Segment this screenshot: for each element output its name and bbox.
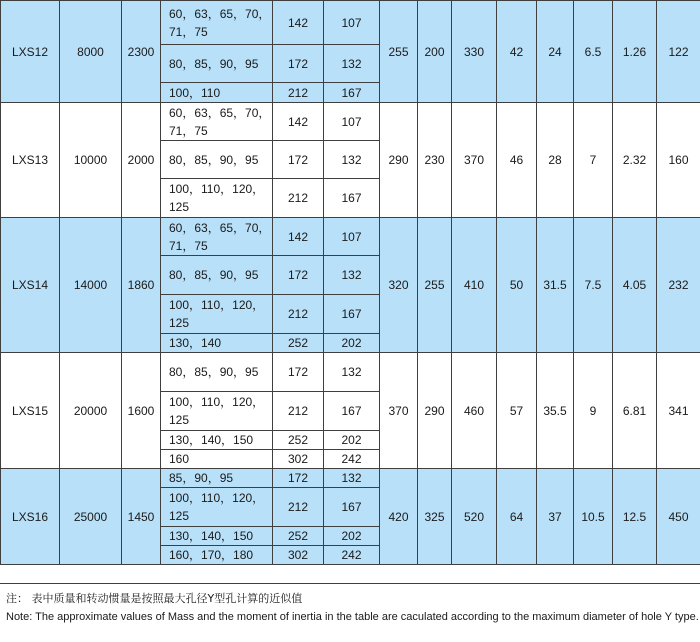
bore-size-cell	[161, 527, 273, 546]
bore-size-cell	[161, 179, 273, 218]
bore-size-line: 125	[169, 316, 190, 330]
diameter-d1-cell: 230	[418, 103, 452, 218]
length-l2-cell: 202	[324, 431, 380, 450]
spec-table-body	[1, 1, 700, 565]
diameter-d2-cell: 460	[452, 353, 497, 469]
bore-size-line: 100，110，120，	[169, 491, 265, 505]
inertia-cell: 2.32	[613, 103, 657, 218]
length-l1-cell: 212	[273, 488, 324, 527]
length-l1-cell: 212	[273, 83, 324, 103]
mass-cell: 232	[657, 218, 700, 353]
bore-size-cell	[161, 45, 273, 83]
bore-size-cell	[161, 353, 273, 392]
length-l1-cell: 252	[273, 431, 324, 450]
width-b-cell: 46	[497, 103, 537, 218]
bore-size-cell	[161, 392, 273, 431]
speed-cell: 2000	[122, 103, 161, 218]
torque-cell: 10000	[60, 103, 122, 218]
length-l2-cell: 132	[324, 141, 380, 179]
speed-cell: 1860	[122, 218, 161, 353]
diameter-d1-cell: 255	[418, 218, 452, 353]
diameter-d1-cell: 290	[418, 353, 452, 469]
model-cell: LXS16	[1, 469, 60, 565]
model-cell: LXS12	[1, 1, 60, 103]
speed-cell: 1600	[122, 353, 161, 469]
length-l1-cell: 142	[273, 218, 324, 256]
diameter-d1-cell: 325	[418, 469, 452, 565]
length-l2-cell: 167	[324, 392, 380, 431]
bore-size-line: 130，140，150	[169, 433, 254, 447]
bore-size-line: 71，75	[169, 238, 208, 253]
bore-size-line: 60，63，65，70，	[169, 220, 271, 235]
bore-size-line: 130，140，150	[169, 529, 254, 543]
length-l1-cell: 142	[273, 1, 324, 45]
gap-c-cell: 7.5	[574, 218, 613, 353]
note-chinese: 注： 表中质量和转动惯量是按照最大孔径Y型孔计算的近似值	[6, 592, 303, 605]
bore-size-cell	[161, 218, 273, 256]
dimension-s-cell: 37	[537, 469, 574, 565]
table-row	[1, 103, 700, 141]
length-l1-cell: 302	[273, 546, 324, 565]
mass-cell: 160	[657, 103, 700, 218]
width-b-cell: 64	[497, 469, 537, 565]
bore-size-cell	[161, 450, 273, 469]
table-row	[1, 469, 700, 488]
gap-c-cell: 10.5	[574, 469, 613, 565]
bore-size-line: 100，110	[169, 85, 221, 100]
length-l1-cell: 212	[273, 179, 324, 218]
model-cell: LXS15	[1, 353, 60, 469]
bore-size-line: 125	[169, 200, 190, 214]
bore-size-line: 85，90，95	[169, 471, 234, 485]
bore-size-cell	[161, 295, 273, 334]
bore-size-cell	[161, 1, 273, 45]
length-l1-cell: 172	[273, 141, 324, 179]
outer-diameter-cell: 420	[380, 469, 418, 565]
table-row	[1, 1, 700, 45]
table-row	[1, 353, 700, 392]
dimension-s-cell: 24	[537, 1, 574, 103]
length-l2-cell: 242	[324, 546, 380, 565]
bore-size-line: 60，63，65，70，	[169, 105, 271, 120]
dimension-s-cell: 28	[537, 103, 574, 218]
bore-size-line: 80，85，90，95	[169, 56, 259, 71]
mass-cell: 450	[657, 469, 700, 565]
torque-cell: 20000	[60, 353, 122, 469]
bore-size-line: 130，140	[169, 336, 222, 350]
length-l1-cell: 172	[273, 45, 324, 83]
width-b-cell: 50	[497, 218, 537, 353]
speed-cell: 2300	[122, 1, 161, 103]
length-l2-cell: 107	[324, 218, 380, 256]
outer-diameter-cell: 255	[380, 1, 418, 103]
bore-size-line: 160，170，180	[169, 548, 254, 562]
inertia-cell: 12.5	[613, 469, 657, 565]
torque-cell: 14000	[60, 218, 122, 353]
bore-size-line: 125	[169, 413, 190, 427]
length-l2-cell: 202	[324, 334, 380, 353]
diameter-d2-cell: 410	[452, 218, 497, 353]
diameter-d2-cell: 370	[452, 103, 497, 218]
length-l2-cell: 167	[324, 179, 380, 218]
inertia-cell: 6.81	[613, 353, 657, 469]
bore-size-line: 100，110，120，	[169, 298, 265, 312]
dimension-s-cell: 35.5	[537, 353, 574, 469]
bore-size-cell	[161, 83, 273, 103]
table-notes	[0, 583, 700, 642]
gap-c-cell: 9	[574, 353, 613, 469]
length-l2-cell: 167	[324, 488, 380, 527]
model-cell: LXS13	[1, 103, 60, 218]
bore-size-cell	[161, 469, 273, 488]
bore-size-line: 71，75	[169, 24, 208, 39]
outer-diameter-cell: 320	[380, 218, 418, 353]
bore-size-line: 60，63，65，70，	[169, 6, 271, 21]
length-l2-cell: 132	[324, 353, 380, 392]
bore-size-cell	[161, 256, 273, 295]
length-l1-cell: 252	[273, 527, 324, 546]
diameter-d2-cell: 520	[452, 469, 497, 565]
length-l2-cell: 242	[324, 450, 380, 469]
gap-c-cell: 7	[574, 103, 613, 218]
mass-cell: 122	[657, 1, 700, 103]
bore-size-line: 160	[169, 452, 190, 466]
length-l1-cell: 302	[273, 450, 324, 469]
length-l1-cell: 212	[273, 295, 324, 334]
length-l2-cell: 107	[324, 103, 380, 141]
width-b-cell: 42	[497, 1, 537, 103]
length-l2-cell: 202	[324, 527, 380, 546]
dimension-s-cell: 31.5	[537, 218, 574, 353]
outer-diameter-cell: 370	[380, 353, 418, 469]
inertia-cell: 1.26	[613, 1, 657, 103]
length-l2-cell: 132	[324, 469, 380, 488]
bore-size-cell	[161, 141, 273, 179]
bore-size-line: 80，85，90，95	[169, 365, 259, 379]
speed-cell: 1450	[122, 469, 161, 565]
diameter-d1-cell: 200	[418, 1, 452, 103]
bore-size-line: 80，85，90，95	[169, 152, 259, 167]
length-l1-cell: 172	[273, 256, 324, 295]
diameter-d2-cell: 330	[452, 1, 497, 103]
bore-size-cell	[161, 431, 273, 450]
length-l1-cell: 172	[273, 353, 324, 392]
table-row	[1, 218, 700, 256]
bore-size-cell	[161, 488, 273, 527]
length-l1-cell: 172	[273, 469, 324, 488]
length-l1-cell: 142	[273, 103, 324, 141]
gap-c-cell: 6.5	[574, 1, 613, 103]
bore-size-line: 71，75	[169, 123, 208, 138]
note-english: Note: The approximate values of Mass and the moment of inertia in the table are caculated according to the maximum diameter of hole Y type.	[6, 611, 699, 623]
width-b-cell: 57	[497, 353, 537, 469]
torque-cell: 25000	[60, 469, 122, 565]
bore-size-line: 125	[169, 509, 190, 523]
bore-size-cell	[161, 546, 273, 565]
model-cell: LXS14	[1, 218, 60, 353]
bore-size-line: 100，110，120，	[169, 182, 265, 196]
inertia-cell: 4.05	[613, 218, 657, 353]
length-l2-cell: 132	[324, 45, 380, 83]
bore-size-line: 100，110，120，	[169, 395, 265, 409]
torque-cell: 8000	[60, 1, 122, 103]
length-l1-cell: 252	[273, 334, 324, 353]
length-l2-cell: 132	[324, 256, 380, 295]
length-l2-cell: 167	[324, 295, 380, 334]
length-l2-cell: 107	[324, 1, 380, 45]
outer-diameter-cell: 290	[380, 103, 418, 218]
bore-size-cell	[161, 103, 273, 141]
mass-cell: 341	[657, 353, 700, 469]
length-l2-cell: 167	[324, 83, 380, 103]
length-l1-cell: 212	[273, 392, 324, 431]
bore-size-line: 80，85，90，95	[169, 268, 259, 282]
bore-size-cell	[161, 334, 273, 353]
